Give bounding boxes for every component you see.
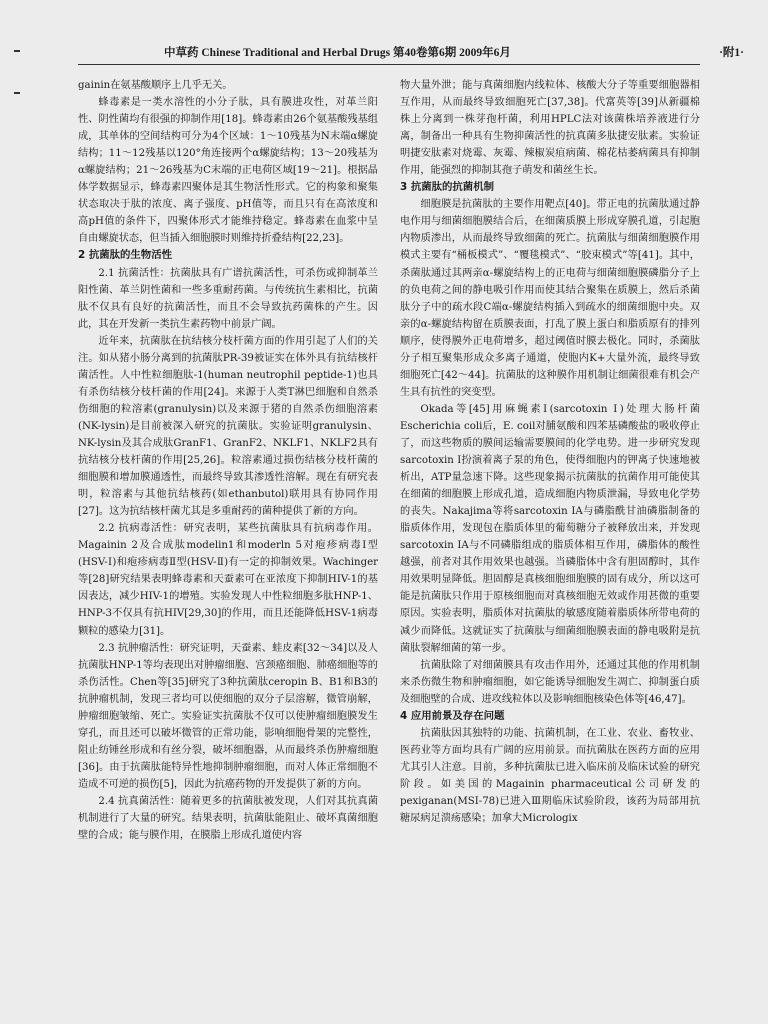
paragraph: 2.3 抗肿瘤活性：研究证明，天蚕素、蛙皮素[32～34]以及人抗菌肽HNP-1等均表现出对肿瘤细胞、宫颈癌细胞、肺癌细胞等的杀伤活性。Chen等[35]研究了3种抗菌肽ceropin B、B1和B3的抗肿瘤机制，发现三者均可以使细胞的双分子层溶解，微管崩解，肿瘤细胞皱缩、死亡。实验证实抗菌肽不仅可以使肿瘤细胞膜发生穿孔，而且还可以破坏微管的正常功能，影响细胞骨架的完整性，阻止纺锤丝形成和有丝分裂，破坏细胞器，从而最终杀伤肿瘤细胞[36]。由于抗菌肽能特异性地抑制肿瘤细胞，而对人体正常细胞不造成不可逆的损伤[5]，因此为抗癌药物的开发提供了新的方向。 <box>78 642 378 790</box>
binding-mark <box>14 50 20 52</box>
page-number: ·附1· <box>719 47 744 59</box>
left-column <box>78 77 378 997</box>
running-header <box>44 44 744 66</box>
paragraph: 2.2 抗病毒活性：研究表明，某些抗菌肽具有抗病毒作用。Magainin 2及合成肽modelin1和moderln 5对疱疹病毒Ⅰ型(HSV-Ⅰ)和疱疹病毒Ⅱ型(HSV-Ⅱ)有一定的抑制效果。Wachinger等[28]研究结果表明蜂毒素和天蚕素可在亚浓度下抑制HIV-1的基因表达，减少HIV-1的增殖。实验发现人中性粒细胞多肽HNP-1、HNP-3不仅具有抗HIV[29,30]的作用，而且还能降低HSV-1病毒颗粒的感染力[31]。 <box>78 523 378 637</box>
section-heading: 3 抗菌肽的抗菌机制 <box>400 181 494 194</box>
binding-mark <box>14 92 20 94</box>
paragraph: 抗菌肽除了对细菌膜具有攻击作用外，还通过其他的作用机制来杀伤微生物和肿瘤细胞，如它能诱导细胞发生凋亡、抑制蛋白质及细胞壁的合成、进攻线粒体以及影响细胞核染色体等[46,47]。 <box>400 659 700 705</box>
paragraph: 抗菌肽因其独特的功能、抗菌机制，在工业、农业、畜牧业、医药业等方面均具有广阔的应用前景。而抗菌肽在医药方面的应用尤其引人注意。目前，多种抗菌肽已进入临床前及临床试验的研究阶段。如美国的Magainin pharmaceutical公司研发的pexiganan(MSI-78)已进入Ⅲ期临床试验阶段，该药为局部用抗糖尿病足溃疡感染；加拿大Micrologix <box>400 727 700 825</box>
paragraph: 2.4 抗真菌活性：随着更多的抗菌肽被发现，人们对其抗真菌机制进行了大量的研究。结果表明，抗菌肽能阻止、破坏真菌细胞壁的合成；能与膜作用，在膜脂上形成孔道使内容 <box>78 795 378 842</box>
paragraph: 细胞膜是抗菌肽的主要作用靶点[40]。带正电的抗菌肽通过静电作用与细菌细胞膜结合后，在细菌质膜上形成穿膜孔道，引起胞内物质渗出，从而最终导致细菌的死亡。抗菌肽与细菌细胞膜作用模式主要有“桶板模式”、“覆毯模式”、“胶束模式”等[41]。其中，杀菌肽通过其两亲α-螺旋结构上的正电荷与细菌细胞膜磷脂分子上的负电荷之间的静电吸引作用而使其结合聚集在质膜上，然后杀菌肽分子中的疏水段C端α-螺旋结构插入到疏水的细菌细胞中央。双亲的α-螺旋结构留在质膜表面，打乱了膜上蛋白和脂质原有的排列顺序，使得膜外正电荷增多，超过阈值时膜去极化。同时，杀菌肽分子相互聚集形成众多离子通道，使胞内K+大量外流，最终导致细胞死亡[42～44]。抗菌肽的这种膜作用机制让细菌很难有机会产生具有抗性的突变型。 <box>400 199 700 398</box>
header-rule <box>78 64 700 65</box>
paragraph: 2.1 抗菌活性：抗菌肽具有广谱抗菌活性，可杀伤或抑制革兰阳性菌、革兰阴性菌和一些多重耐药菌。与传统抗生素相比，抗菌肽不仅具有良好的抗菌活性，而且不会导致抗药菌株的产生。因此，其在开发新一类抗生素药物中前景广阔。 <box>78 267 378 330</box>
section-heading: 4 应用前景及存在问题 <box>400 709 505 722</box>
journal-title: 中草药 Chinese Traditional and Herbal Drugs 第40卷第6期 2009年6月 <box>164 47 511 59</box>
paragraph: 近年来，抗菌肽在抗结核分枝杆菌方面的作用引起了人们的关注。如从猪小肠分离到的抗菌肽PR-39被证实在体外具有抗结核杆菌活性。人中性粒细胞肽-1(human neutrophil peptide-1)也具有杀伤结核分枝杆菌的作用[24]。来源于人类T淋巴细胞和自然杀伤细胞的粒溶素(granulysin)以及来源于猪的自然杀伤细胞溶素(NK-lysin)是目前被深入研究的抗菌肽。实验证明granulysin、NK-lysin及其合成肽GranF1、GranF2、NKLF1、NKLF2具有抗结核分枝杆菌的作用[25,26]。粒溶素通过损伤结核分枝杆菌的细胞膜和增加膜通透性，而最终导致其渗透性溶解。现在有研究表明，粒溶素与其他抗结核药(如ethanbutol)联用具有协同作用[27]。这为抗结核杆菌尤其是多重耐药的菌种提供了新的方向。 <box>78 335 378 518</box>
right-column <box>400 77 700 997</box>
paragraph: 蜂毒素是一类水溶性的小分子肽，具有膜进攻性，对革兰阳性、阴性菌均有很强的抑制作用[18]。蜂毒素由26个氨基酸残基组成，其单体的空间结构可分为4个区域：1～10残基为N末端α螺旋结构；11～12残基以120°角连接两个α螺旋结构；13～20残基为α螺旋结构；21～26残基为C末端的正电荷区域[19～21]。根据晶体学数据显示，蜂毒素四聚体是其生物活性形式。它的构象和聚集状态取决于肽的浓度、离子强度、pH值等，而且只有在高浓度和高pH值的条件下，四聚体形式才能维持稳定。蜂毒素在血浆中呈自由螺旋状态，但当插入细胞膜时则维持折叠结构[22,23]。 <box>78 97 378 245</box>
section-heading: 2 抗菌肽的生物活性 <box>78 249 172 262</box>
paragraph: Okada等[45]用麻蝇素Ⅰ(sarcotoxin Ⅰ)处理大肠杆菌Escherichia coli后，E. coil对脯氨酸和四苯基磷酸盐的吸收停止了，而这些物质的膜间运输需要膜间的化学电势。进一步研究发现sarcotoxin Ⅰ扮演着离子泵的角色，使得细胞内的钾离子快速地被析出，ATP量急速下降。这些现象揭示抗菌肽的抗菌作用可能使其在细菌的细胞膜上形成孔道，造成细胞内物质泄漏，导致电化学势的丧失。Nakajima等将sarcotoxin IA与磷脂酰甘油磷脂制备的脂质体作用，发现包在脂质体里的葡萄糖分子被释放出来，并发现sarcotoxin IA与不同磷脂组成的脂质体相互作用，磷脂体的酸性越强，前者对其作用效果也越强。当磷脂体中含有胆固醇时，其作用效果明显降低。胆固醇是真核细胞细胞膜的固有成分，所以这可能是抗菌肽只作用于原核细胞而对真核细胞无效或作用甚微的重要原因。实验表明，脂质体对抗菌肽的敏感度随着脂质体所带电荷的减少而降低。这就证实了抗菌肽与细菌细胞膜表面的静电吸附是抗菌肽裂解细菌的第一步。 <box>400 403 700 654</box>
paragraph: gainin在氨基酸顺序上几乎无关。 <box>78 80 233 91</box>
paragraph: 物大量外泄；能与真菌细胞内线粒体、核酸大分子等重要细胞器相互作用，从而最终导致细胞死亡[37,38]。代富英等[39]从新疆棉株上分离到一株芽孢杆菌，利用HPLC法对该菌株培养液进行分离，制备出一种具有生物抑菌活性的抗真菌多肽捷安肽素。实验证明捷安肽素对烧霉、灰霉、辣椒炭疽病菌、棉花枯萎病菌具有抑制作用，能强烈的抑制其孢子萌发和菌丝生长。 <box>400 80 700 177</box>
